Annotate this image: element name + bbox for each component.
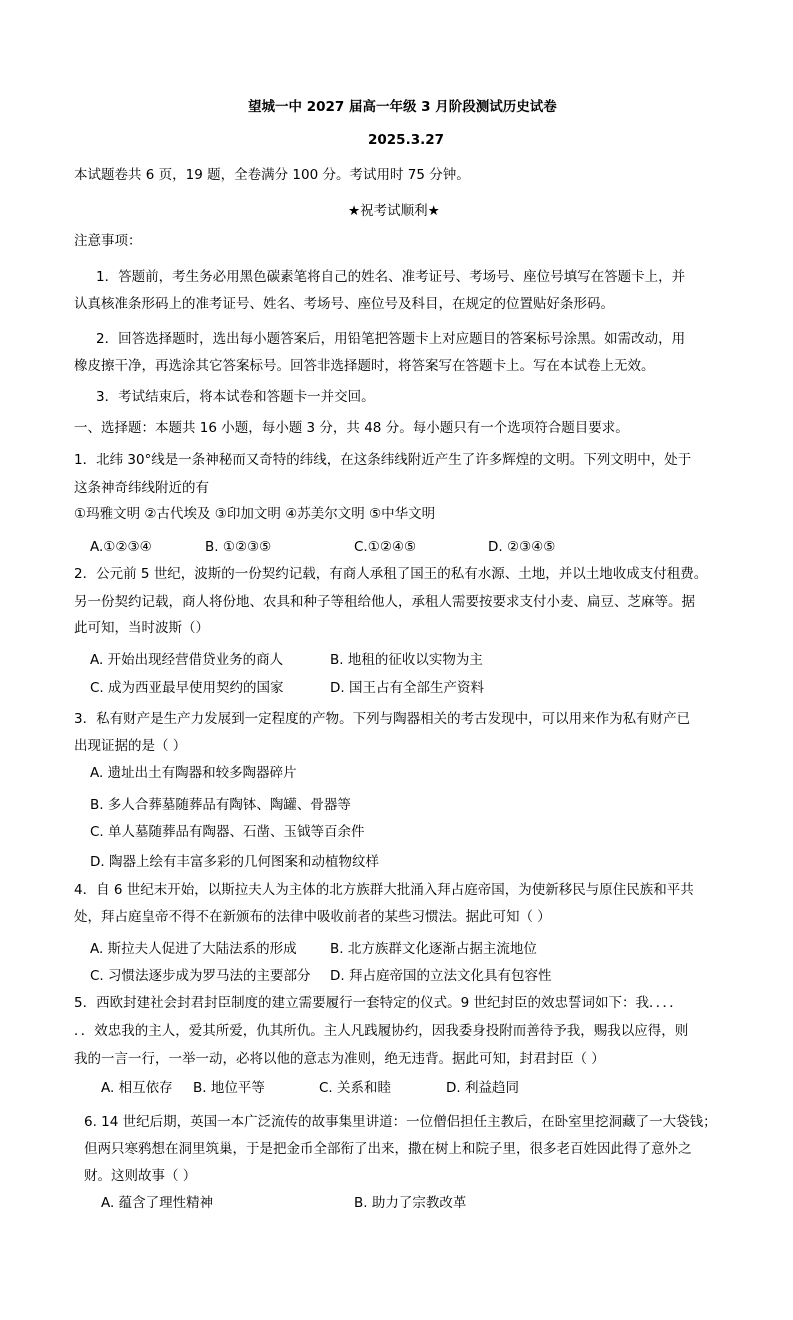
question-5-option-a: A. 相互依存 <box>101 1080 173 1096</box>
notice-item-2-line-2: 橡皮擦干净，再选涂其它答案标号。回答非选择题时，将答案写在答题卡上。写在本试卷上无效。 <box>74 358 655 374</box>
question-1-option-d: D. ②③④⑤ <box>488 539 556 555</box>
question-6-line-3: 财。这则故事（ ） <box>84 1168 197 1184</box>
exam-title: 望城一中 2027 届高一年级 3 月阶段测试历史试卷 <box>248 99 557 115</box>
question-2-line-2: 另一份契约记载，商人将份地、农具和种子等租给他人，承租人需要按要求支付小麦、扁豆、芝麻等。据 <box>74 594 695 610</box>
question-5-option-d: D. 利益趋同 <box>446 1080 519 1096</box>
question-3-option-d: D. 陶器上绘有丰富多彩的几何图案和动植物纹样 <box>90 854 379 870</box>
question-3-option-b: B. 多人合葬墓随葬品有陶钵、陶罐、骨器等 <box>90 797 351 813</box>
question-1-line-2: 这条神奇纬线附近的有 <box>74 480 209 496</box>
question-4-option-c: C. 习惯法逐步成为罗马法的主要部分 <box>90 968 311 984</box>
question-5-line-2: ．．效忠我的主人，爱其所爱，仇其所仇。主人凡践履协约，因我委身投附而善待予我，赐我以应得，则 <box>74 1023 689 1039</box>
question-1-items: ①玛雅文明 ②古代埃及 ③印加文明 ④苏美尔文明 ⑤中华文明 <box>74 506 436 522</box>
question-6-line-2: 但两只寒鸦想在洞里筑巢，于是把金币全部衔了出来，撒在树上和院子里，很多老百姓因此得了意外之 <box>84 1141 692 1157</box>
question-2-option-c: C. 成为西亚最早使用契约的国家 <box>90 680 284 696</box>
notice-heading: 注意事项： <box>74 233 142 249</box>
question-6-option-b: B. 助力了宗教改革 <box>354 1195 467 1211</box>
question-5-option-c: C. 关系和睦 <box>319 1080 392 1096</box>
question-4-option-a: A. 斯拉夫人促进了大陆法系的形成 <box>90 941 297 957</box>
exam-date: 2025.3.27 <box>368 132 445 148</box>
question-6-option-a: A. 蕴含了理性精神 <box>101 1195 214 1211</box>
question-2-line-3: 此可知，当时波斯（） <box>74 620 209 636</box>
question-4-option-d: D. 拜占庭帝国的立法文化具有包容性 <box>330 968 552 984</box>
question-5-line-1: 5．西欧封建社会封君封臣制度的建立需要履行一套特定的仪式。9 世纪封臣的效忠誓词如下：我．．．． <box>74 995 683 1011</box>
notice-item-1-line-1: 1．答题前，考生务必用黑色碳素笔将自己的姓名、准考证号、考场号、座位号填写在答题卡上，并 <box>96 269 686 285</box>
section-heading: 一、选择题：本题共 16 小题，每小题 3 分，共 48 分。每小题只有一个选项符合题目要求。 <box>74 420 629 436</box>
question-1-option-a: A.①②③④ <box>90 539 152 555</box>
question-4-option-b: B. 北方族群文化逐渐占据主流地位 <box>330 941 537 957</box>
question-6-line-1: 6. 14 世纪后期，英国一本广泛流传的故事集里讲道：一位僧侣担任主教后，在卧室里挖洞藏了一大袋钱； <box>84 1114 717 1130</box>
question-3-option-c: C. 单人墓随葬品有陶器、石凿、玉钺等百余件 <box>90 824 365 840</box>
question-5-line-3: 我的一言一行，一举一动，必将以他的意志为准则，绝无违背。据此可知，封君封臣（ ） <box>74 1051 605 1067</box>
question-1-option-c: C.①②④⑤ <box>354 539 417 555</box>
question-2-option-a: A. 开始出现经营借贷业务的商人 <box>90 652 284 668</box>
question-1-line-1: 1．北纬 30°线是一条神秘而又奇特的纬线，在这条纬线附近产生了许多辉煌的文明。下列文明中，处于 <box>74 452 692 468</box>
good-luck-line: ★祝考试顺利★ <box>348 203 440 219</box>
question-2-option-d: D. 国王占有全部生产资料 <box>330 680 484 696</box>
notice-item-1-line-2: 认真核准条形码上的准考证号、姓名、考场号、座位号及科目，在规定的位置贴好条形码。 <box>74 296 614 312</box>
question-4-line-2: 处，拜占庭皇帝不得不在新颁布的法律中吸收前者的某些习惯法。据此可知（ ） <box>74 909 551 925</box>
notice-item-2-line-1: 2．回答选择题时，选出每小题答案后，用铅笔把答题卡上对应题目的答案标号涂黑。如需改动，用 <box>96 331 686 347</box>
question-3-option-a: A. 遗址出土有陶器和较多陶器碎片 <box>90 765 297 781</box>
exam-intro: 本试题卷共 6 页，19 题，全卷满分 100 分。考试用时 75 分钟。 <box>74 167 470 183</box>
question-2-line-1: 2．公元前 5 世纪，波斯的一份契约记载，有商人承租了国王的私有水源、土地，并以土地收成支付租费。 <box>74 566 708 582</box>
question-2-option-b: B. 地租的征收以实物为主 <box>330 652 483 668</box>
question-3-line-1: 3．私有财产是生产力发展到一定程度的产物。下列与陶器相关的考古发现中，可以用来作为私有财产已 <box>74 711 691 727</box>
question-5-option-b: B. 地位平等 <box>193 1080 265 1096</box>
question-3-line-2: 出现证据的是（ ） <box>74 738 187 754</box>
question-1-option-b: B. ①②③⑤ <box>205 539 272 555</box>
question-4-line-1: 4．自 6 世纪末开始，以斯拉夫人为主体的北方族群大批涌入拜占庭帝国，为使新移民与原住民族和平共 <box>74 882 694 898</box>
notice-item-3-line-1: 3．考试结束后，将本试卷和答题卡一并交回。 <box>96 389 375 405</box>
